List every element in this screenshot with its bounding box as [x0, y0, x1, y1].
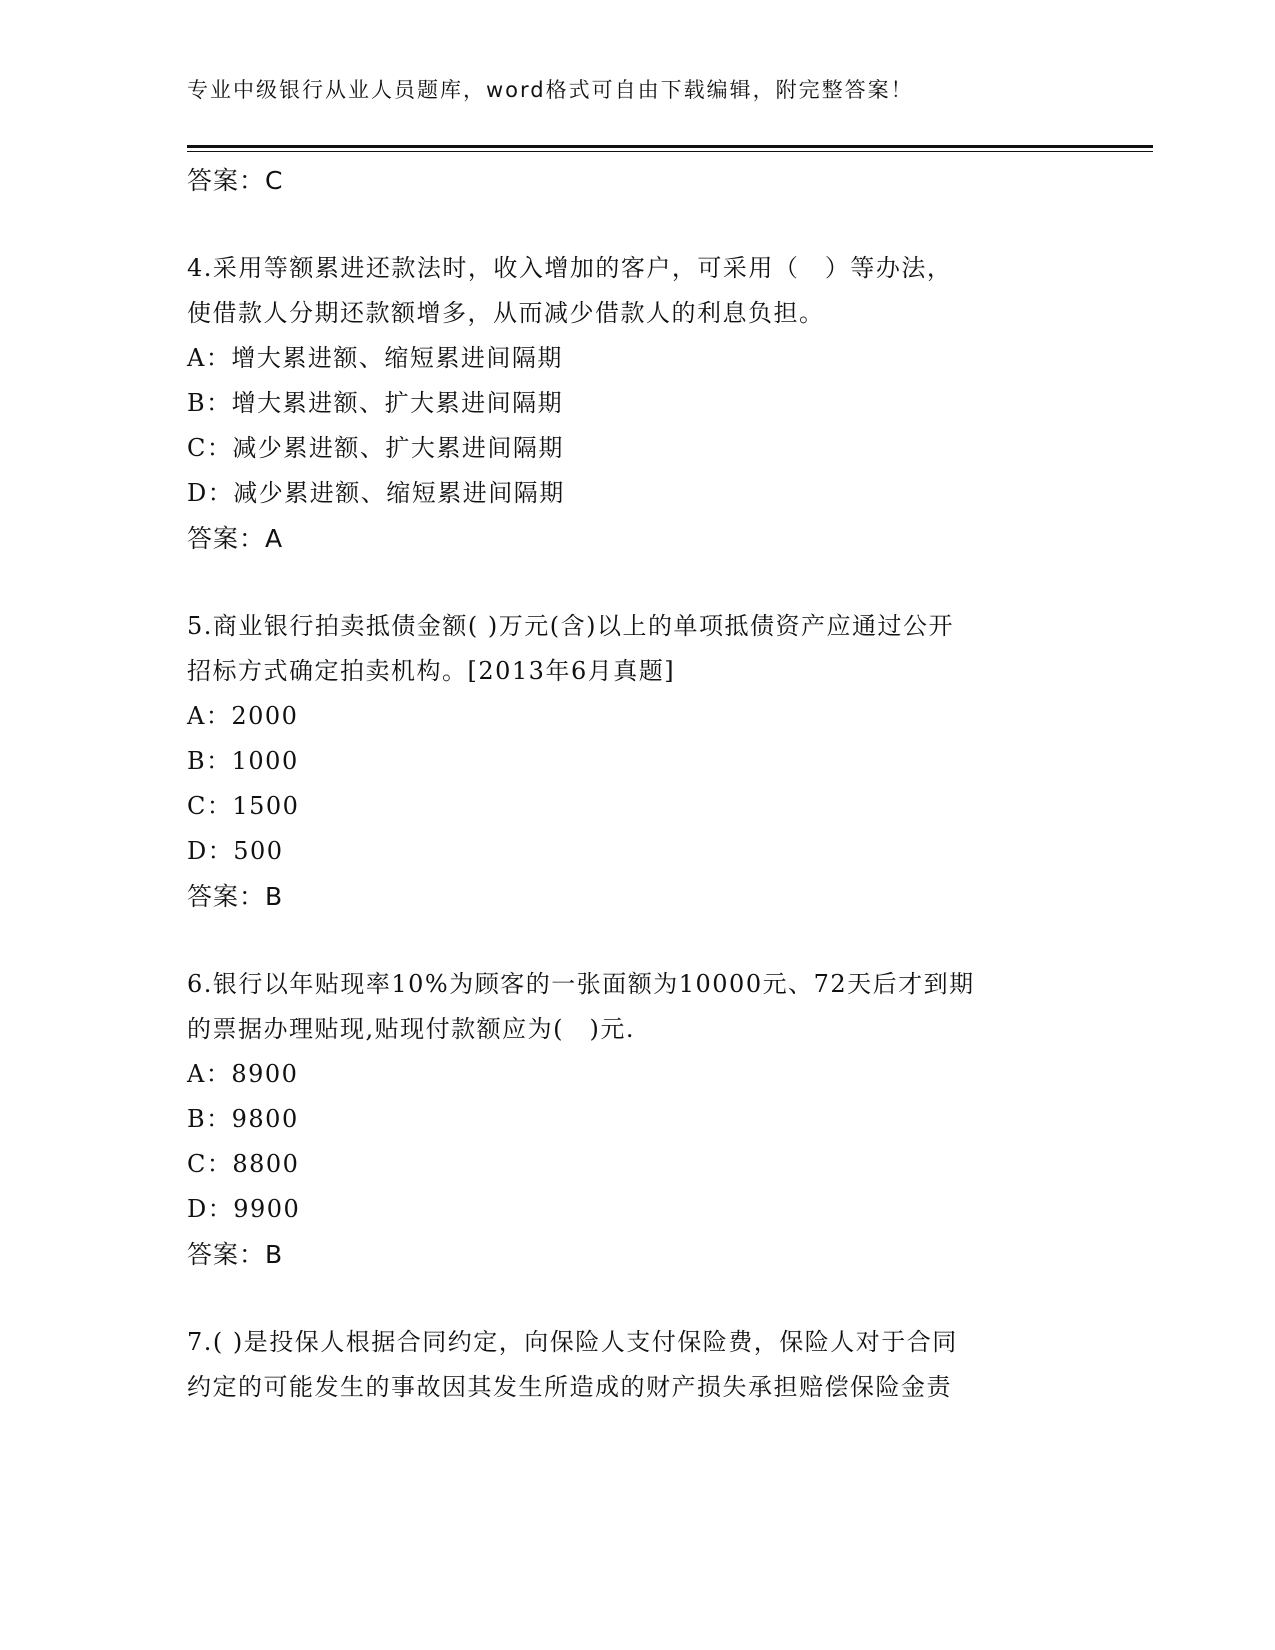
header-rule-thin [187, 151, 1153, 152]
answer: 答案：B [187, 1240, 284, 1269]
option-a: A：增大累进额、缩短累进间隔期 [187, 344, 563, 372]
previous-answer: 答案：C [187, 166, 284, 195]
answer: 答案：A [187, 524, 284, 553]
question-gap [187, 203, 1087, 246]
option-b: B：1000 [187, 747, 299, 775]
option-d: D：500 [187, 837, 284, 865]
question-gap [187, 561, 1087, 604]
question-4 [187, 246, 1087, 561]
question-6 [187, 962, 1087, 1277]
question-stem-line: 6.银行以年贴现率10%为顾客的一张面额为10000元、72天后才到期 [187, 970, 975, 998]
option-a: A：8900 [187, 1060, 299, 1088]
option-c: C：8800 [187, 1150, 300, 1178]
document-body [187, 158, 1087, 1410]
option-a: A：2000 [187, 702, 299, 730]
question-stem-line: 7.( )是投保人根据合同约定，向保险人支付保险费，保险人对于合同 [187, 1328, 958, 1356]
question-stem-line: 4.采用等额累进还款法时，收入增加的客户，可采用（ ）等办法， [187, 254, 953, 282]
option-c: C：减少累进额、扩大累进间隔期 [187, 434, 564, 462]
option-d: D：9900 [187, 1195, 301, 1223]
question-5 [187, 604, 1087, 919]
question-stem-line: 约定的可能发生的事故因其发生所造成的财产损失承担赔偿保险金责 [187, 1373, 952, 1401]
question-stem-line: 的票据办理贴现,贴现付款额应为( )元. [187, 1015, 635, 1043]
question-stem-line: 5.商业银行拍卖抵债金额( )万元(含)以上的单项抵债资产应通过公开 [187, 612, 954, 640]
header-rule-thick [187, 145, 1153, 148]
question-gap [187, 1277, 1087, 1320]
option-d: D：减少累进额、缩短累进间隔期 [187, 479, 565, 507]
option-b: B：增大累进额、扩大累进间隔期 [187, 389, 564, 417]
document-header: 专业中级银行从业人员题库，word格式可自由下载编辑，附完整答案！ [187, 78, 914, 102]
question-7 [187, 1320, 1087, 1410]
answer: 答案：B [187, 882, 284, 911]
question-stem-line: 招标方式确定拍卖机构。[2013年6月真题] [187, 657, 676, 685]
question-stem-line: 使借款人分期还款额增多，从而减少借款人的利息负担。 [187, 299, 825, 327]
option-b: B：9800 [187, 1105, 299, 1133]
question-gap [187, 919, 1087, 962]
option-c: C：1500 [187, 792, 300, 820]
